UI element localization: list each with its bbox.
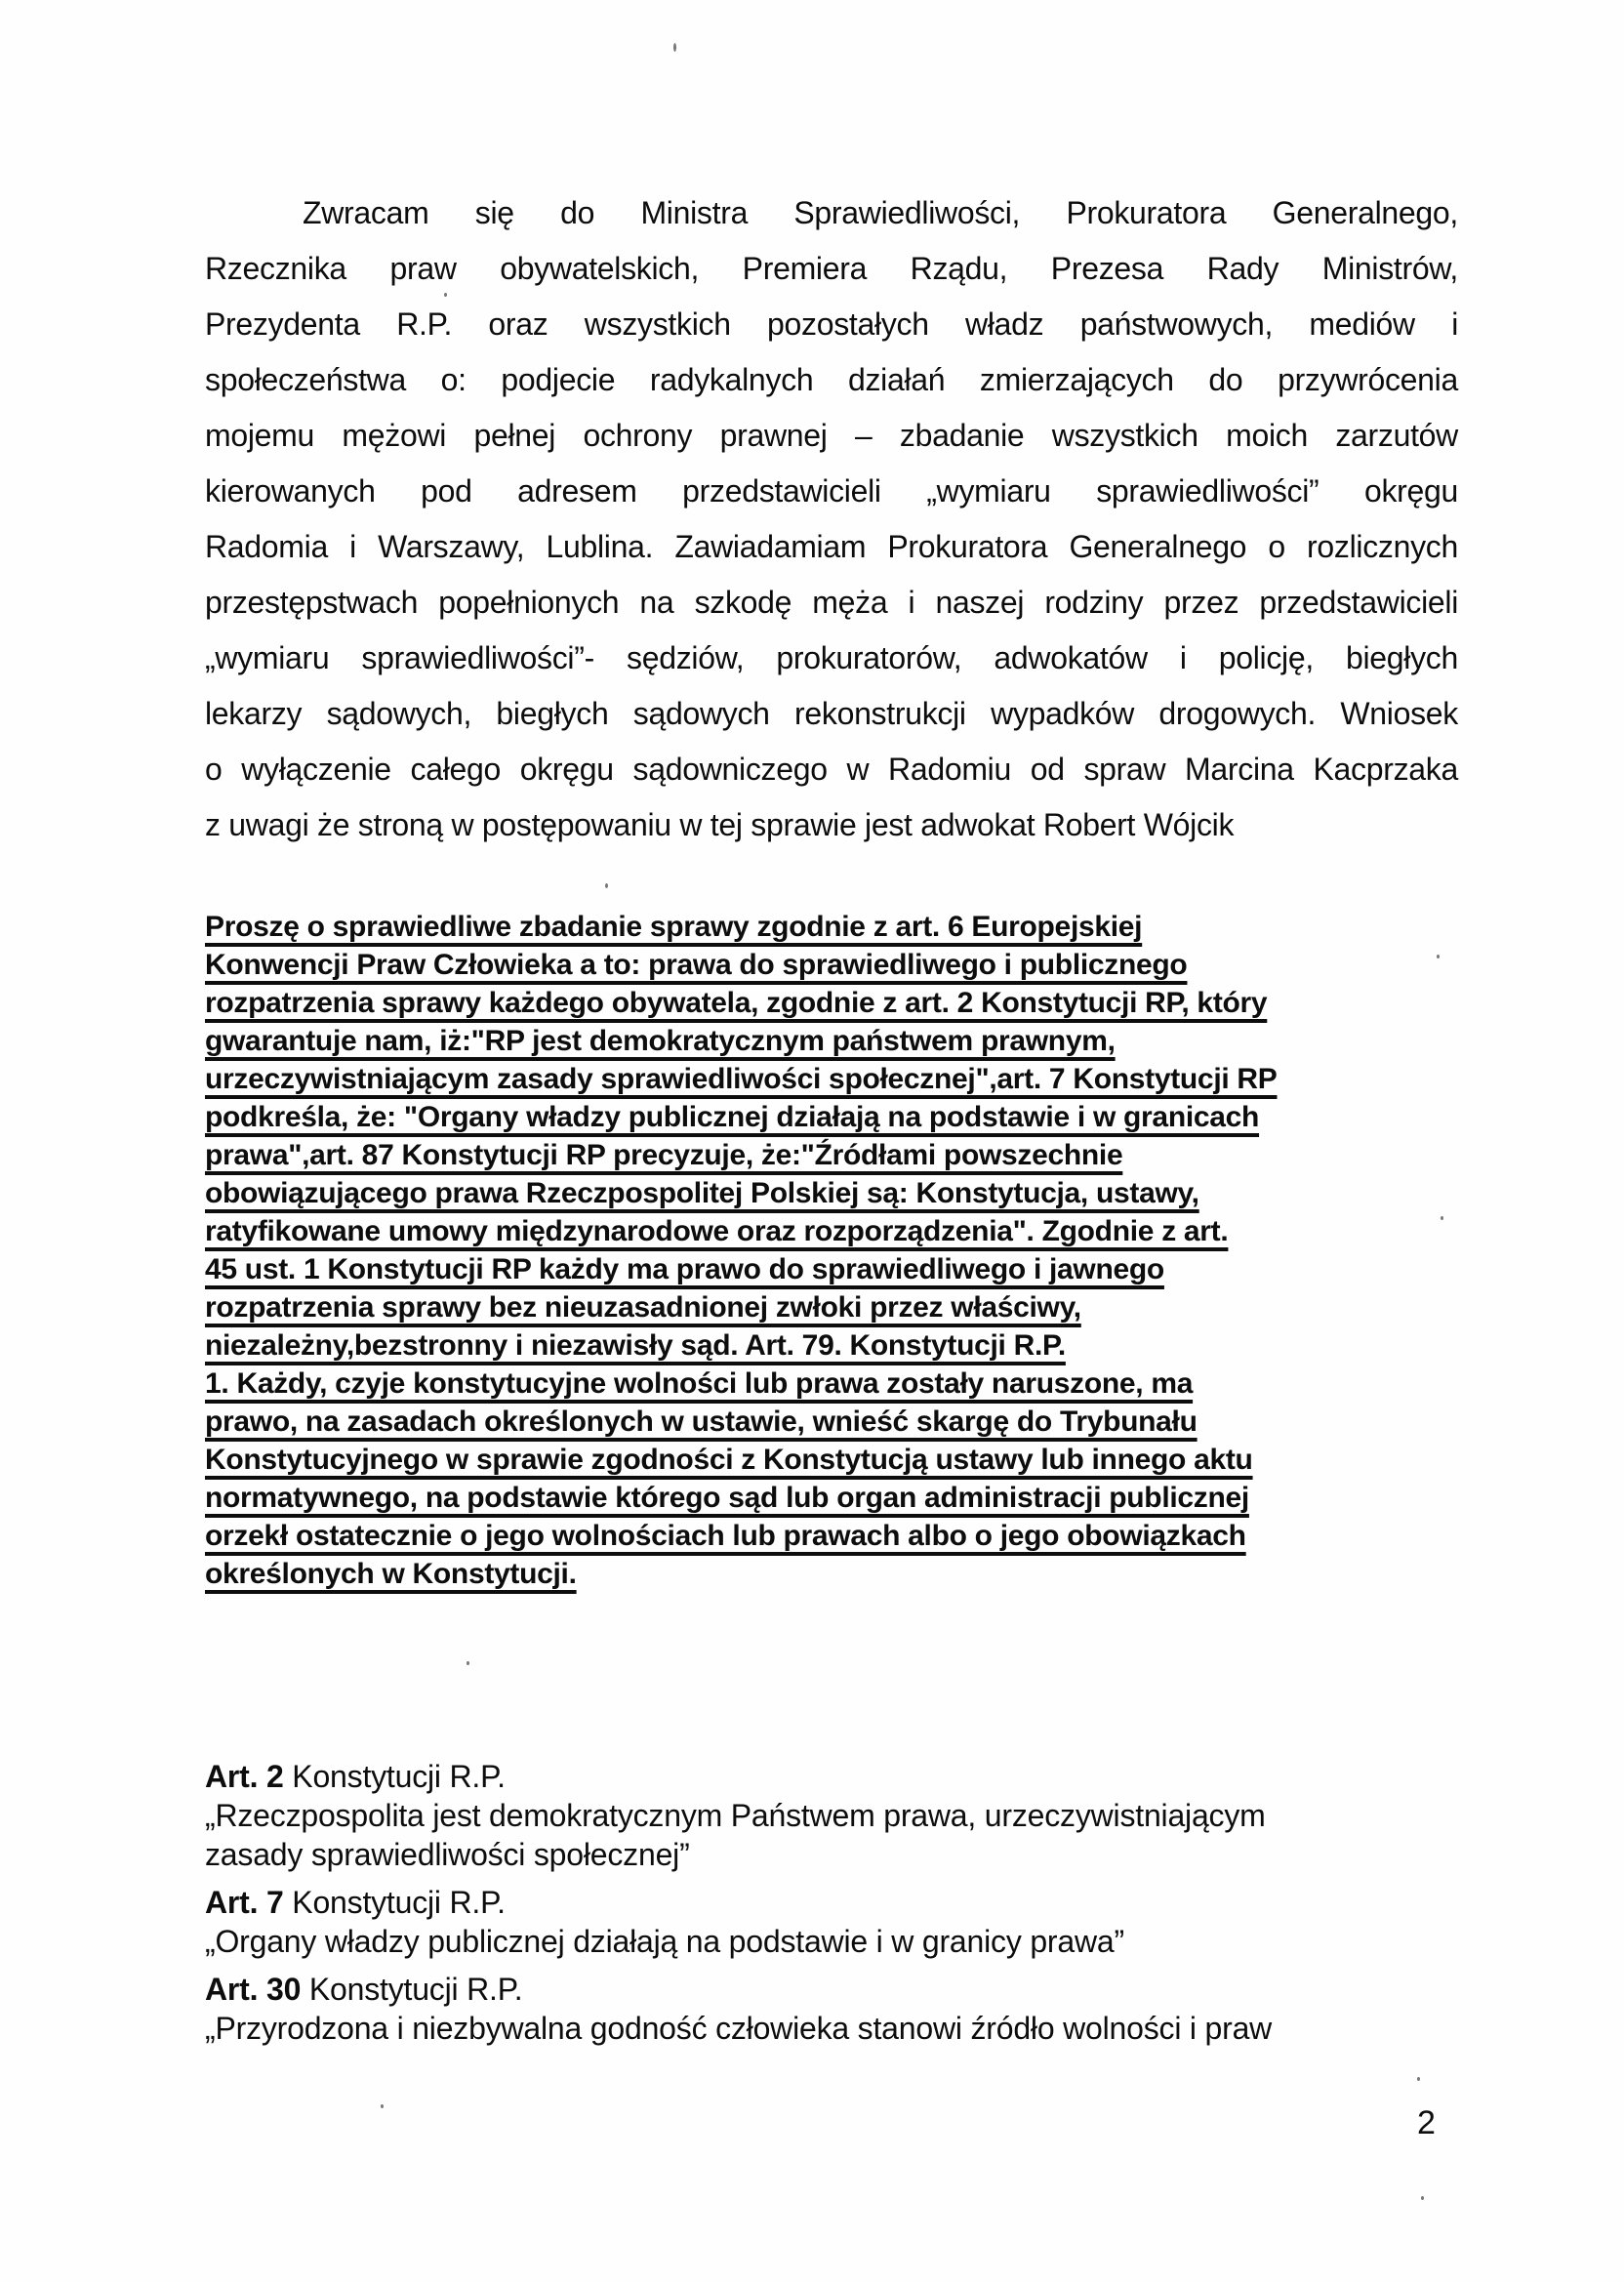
paragraph-line: o wyłączenie całego okręgu sądowniczego w Radomiu od spraw Marcina Kacprzaka	[205, 752, 1458, 787]
article-heading-rest: Konstytucji R.P.	[283, 1759, 506, 1794]
article-heading	[205, 1970, 1474, 2009]
article-label: Art. 2	[205, 1759, 284, 1794]
article-heading-rest: Konstytucji R.P.	[301, 1972, 523, 2007]
page-number: 2	[1417, 2104, 1436, 2141]
demand-line: urzeczywistniającym zasady sprawiedliwości społecznej",art. 7 Konstytucji RP	[205, 1063, 1278, 1095]
demand-line: niezależny,bezstronny i niezawisły sąd. Art. 79. Konstytucji R.P.	[205, 1329, 1066, 1362]
scan-speckle	[673, 43, 676, 52]
paragraph-line: społeczeństwa o: podjecie radykalnych działań zmierzających do przywrócenia	[205, 362, 1458, 397]
article-quote-line: „Przyrodzona i niezbywalna godność człowieka stanowi źródło wolności i praw	[205, 2011, 1273, 2046]
demand-line: orzekł ostatecznie o jego wolnościach lub prawach albo o jego obowiązkach	[205, 1520, 1246, 1552]
scan-speckle	[1437, 955, 1440, 958]
article-label: Art. 7	[205, 1885, 284, 1920]
demand-line: 45 ust. 1 Konstytucji RP każdy ma prawo do sprawiedliwego i jawnego	[205, 1253, 1164, 1285]
article-30-group	[205, 1970, 1474, 2048]
paragraph-line: lekarzy sądowych, biegłych sądowych rekonstrukcji wypadków drogowych. Wniosek	[205, 696, 1458, 731]
article-7-group	[205, 1883, 1474, 1961]
paragraph-line: Rzecznika praw obywatelskich, Premiera Rządu, Prezesa Rady Ministrów,	[205, 251, 1458, 286]
paragraph-line: Prezydenta R.P. oraz wszystkich pozostałych władz państwowych, mediów i	[205, 306, 1458, 342]
paragraph-line: Radomia i Warszawy, Lublina. Zawiadamiam Prokuratora Generalnego o rozlicznych	[205, 529, 1458, 564]
paragraph-line: z uwagi że stroną w postępowaniu w tej sprawie jest adwokat Robert Wójcik	[205, 807, 1235, 842]
article-heading	[205, 1883, 1474, 1922]
demand-line: prawa",art. 87 Konstytucji RP precyzuje, że:"Źródłami powszechnie	[205, 1139, 1123, 1171]
scan-speckle	[1441, 1216, 1443, 1220]
demand-line: Konstytucyjnego w sprawie zgodności z Konstytucją ustawy lub innego aktu	[205, 1444, 1253, 1476]
scan-speckle	[1417, 2077, 1420, 2081]
demand-line: prawo, na zasadach określonych w ustawie, wnieść skargę do Trybunału	[205, 1406, 1198, 1438]
scan-speckle	[381, 2104, 384, 2108]
demand-block	[205, 908, 1474, 1593]
demand-line: ratyfikowane umowy międzynarodowe oraz rozporządzenia". Zgodnie z art.	[205, 1215, 1229, 1247]
scan-speckle	[1421, 2196, 1424, 2200]
paragraph-line: Zwracam się do Ministra Sprawiedliwości, Prokuratora Generalnego,	[303, 195, 1458, 230]
demand-line: obowiązującego prawa Rzeczpospolitej Polskiej są: Konstytucja, ustawy,	[205, 1177, 1199, 1209]
demand-line: rozpatrzenia sprawy bez nieuzasadnionej zwłoki przez właściwy,	[205, 1291, 1081, 1324]
demand-line: podkreśla, że: "Organy władzy publicznej działają na podstawie i w granicach	[205, 1101, 1260, 1133]
demand-line: 1. Każdy, czyje konstytucyjne wolności lub prawa zostały naruszone, ma	[205, 1367, 1194, 1400]
demand-line: rozpatrzenia sprawy każdego obywatela, zgodnie z art. 2 Konstytucji RP, który	[205, 987, 1268, 1019]
article-quote-line: „Organy władzy publicznej działają na podstawie i w granicy prawa”	[205, 1924, 1124, 1959]
article-label: Art. 30	[205, 1972, 302, 2007]
scan-speckle	[467, 1661, 469, 1665]
article-quote-line: „Rzeczpospolita jest demokratycznym Państwem prawa, urzeczywistniającym	[205, 1798, 1266, 1833]
article-heading	[205, 1757, 1474, 1796]
paragraph-line: przestępstwach popełnionych na szkodę męża i naszej rodziny przez przedstawicieli	[205, 585, 1458, 620]
demand-line: gwarantuje nam, iż:"RP jest demokratycznym państwem prawnym,	[205, 1025, 1116, 1057]
demand-line: określonych w Konstytucji.	[205, 1558, 577, 1590]
article-quote-line: zasady sprawiedliwości społecznej”	[205, 1837, 690, 1872]
paragraph-line: mojemu mężowi pełnej ochrony prawnej – zbadanie wszystkich moich zarzutów	[205, 418, 1458, 453]
articles-section	[205, 1757, 1474, 2057]
paragraph-line: kierowanych pod adresem przedstawicieli „wymiaru sprawiedliwości” okręgu	[205, 473, 1458, 509]
scan-speckle	[605, 883, 608, 888]
article-heading-rest: Konstytucji R.P.	[283, 1885, 506, 1920]
scan-speckle	[444, 293, 447, 297]
opening-paragraph	[205, 185, 1458, 853]
demand-line: Proszę o sprawiedliwe zbadanie sprawy zgodnie z art. 6 Europejskiej	[205, 911, 1143, 943]
paragraph-line: „wymiaru sprawiedliwości”- sędziów, prokuratorów, adwokatów i policję, biegłych	[205, 640, 1458, 675]
article-2-group	[205, 1757, 1474, 1874]
demand-line: normatywnego, na podstawie którego sąd lub organ administracji publicznej	[205, 1482, 1249, 1514]
demand-line: Konwencji Praw Człowieka a to: prawa do sprawiedliwego i publicznego	[205, 949, 1188, 981]
